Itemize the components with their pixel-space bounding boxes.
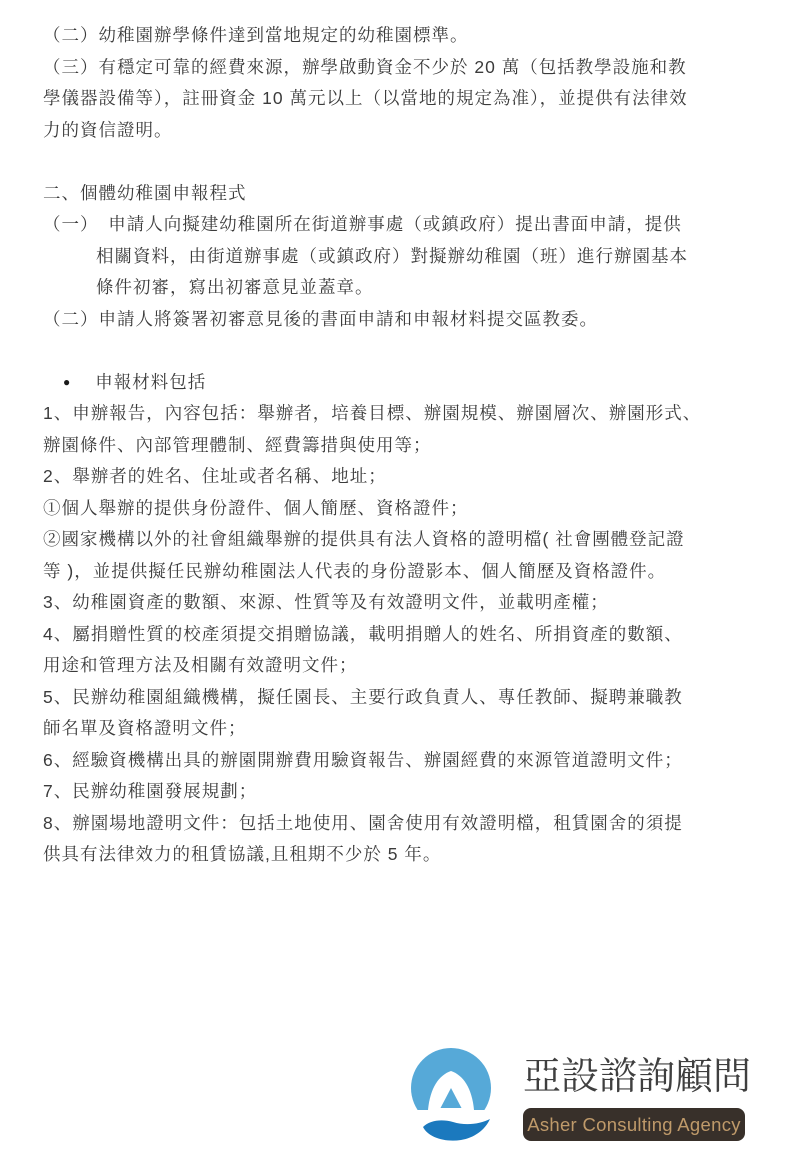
company-logo	[406, 1046, 752, 1146]
text-line: 二、個體幼稚園申報程式	[43, 182, 247, 203]
text-line: ②國家機構以外的社會組織舉辦的提供具有法人資格的證明檔( 社會團體登記證	[43, 529, 685, 549]
logo-agency-badge	[523, 1108, 745, 1141]
text-line: 1、申辦報告，內容包括：舉辦者，培養目標、辦園規模、辦園層次、辦園形式、	[43, 403, 702, 423]
text-line: 學儀器設備等），註冊資金 10 萬元以上（以當地的規定為准），並提供有法律效	[43, 88, 688, 108]
text-line-content: 申報材料包括	[95, 371, 207, 392]
bullet-marker: ●	[63, 374, 72, 389]
text-line: （二）幼稚園辦學條件達到當地規定的幼稚園標準。	[43, 25, 469, 45]
text-line: 3、幼稚園資產的數額、來源、性質等及有效證明文件，並載明產權；	[43, 592, 609, 612]
text-line: 條件初審，寫出初審意見並蓋章。	[96, 277, 374, 297]
text-line: （三）有穩定可靠的經費來源，辦學啟動資金不少於 20 萬（包括教學設施和教	[43, 56, 687, 77]
text-line: 等 )，並提供擬任民辦幼稚園法人代表的身份證影本、個人簡歷及資格證件。	[43, 560, 667, 581]
text-line: 4、屬捐贈性質的校產須提交捐贈協議，載明捐贈人的姓名、所捐資產的數額、	[43, 623, 683, 644]
text-line: 7、民辦幼稚園發展規劃；	[43, 781, 258, 801]
text-line: ①個人舉辦的提供身份證件、個人簡歷、資格證件；	[43, 497, 469, 518]
text-line: 6、經驗資機構出具的辦園開辦費用驗資報告、辦園經費的來源管道證明文件；	[43, 749, 683, 770]
text-line: 師名單及資格證明文件；	[43, 718, 247, 738]
text-line: （一） 申請人向擬建幼稚園所在街道辦事處（或鎮政府）提出書面申請，提供	[43, 214, 682, 234]
text-line	[43, 367, 773, 399]
blank-line	[43, 146, 773, 178]
blank-line	[43, 335, 773, 367]
text-line: 力的資信證明。	[43, 119, 173, 140]
text-line: 用途和管理方法及相關有效證明文件；	[43, 655, 358, 675]
text-line: 相關資料，由街道辦事處（或鎮政府）對擬辦幼稚園（班）進行辦園基本	[96, 245, 688, 266]
text-line: （二）申請人將簽署初審意見後的書面申請和申報材料提交區教委。	[43, 308, 598, 329]
text-line: 辦園條件、內部管理體制、經費籌措與使用等；	[43, 434, 432, 455]
logo-company-name: 亞設諮詢顧問	[523, 1056, 752, 1098]
asher-logo-icon	[406, 1046, 496, 1144]
text-line: 5、民辦幼稚園組織機構，擬任園長、主要行政負責人、專任教師、擬聘兼職教	[43, 686, 683, 707]
text-line: 8、辦園場地證明文件：包括土地使用、園舍使用有效證明檔，租賃園舍的須提	[43, 812, 683, 833]
text-line: 2、舉辦者的姓名、住址或者名稱、地址；	[43, 466, 387, 486]
logo-agency-name: Asher Consulting Agency	[527, 1113, 741, 1135]
text-line: 供具有法律效力的租賃協議,且租期不少於 5 年。	[43, 844, 442, 864]
